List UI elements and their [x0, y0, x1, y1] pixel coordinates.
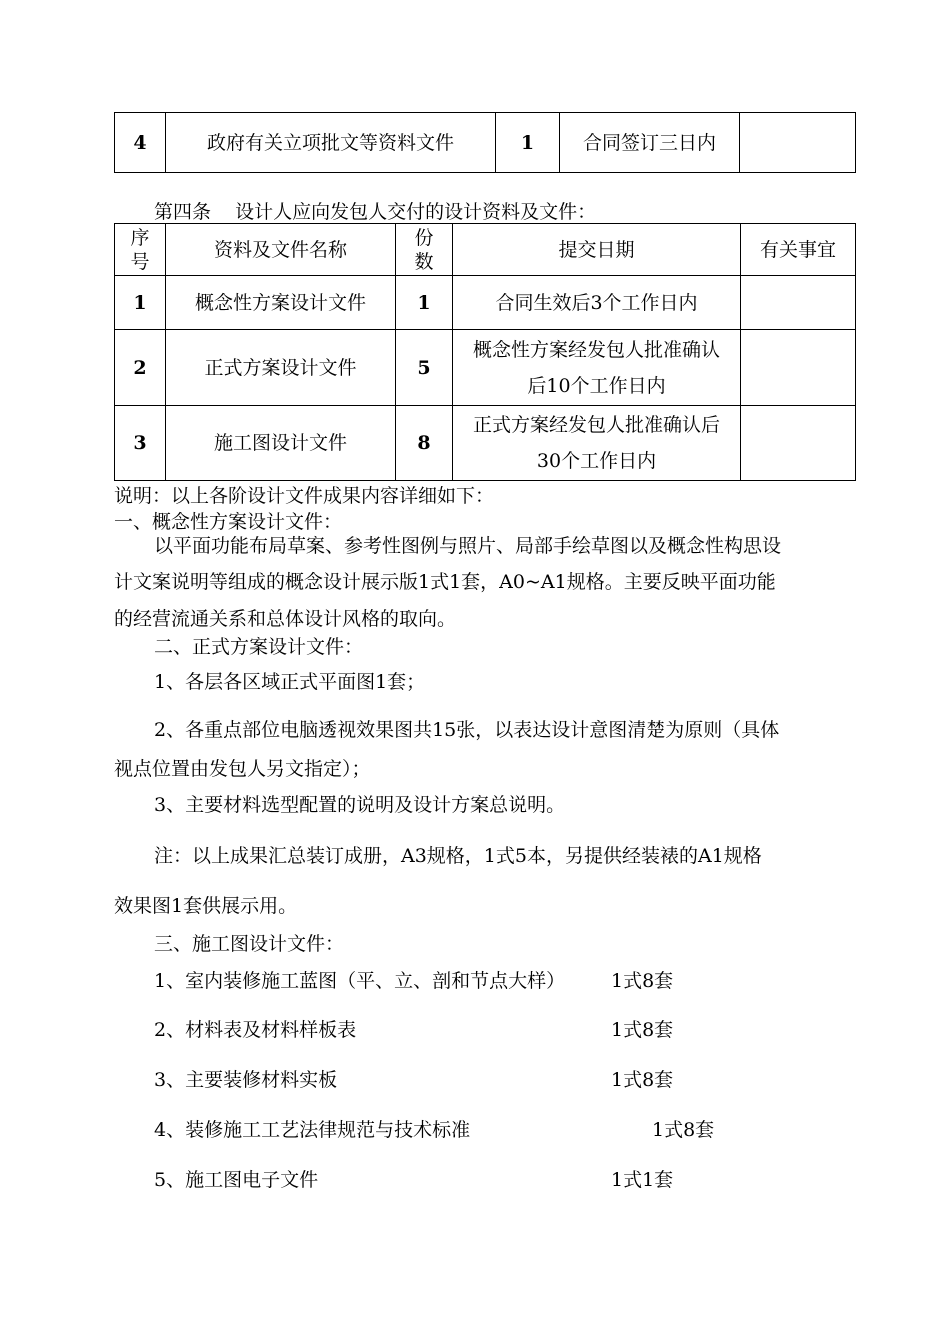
- cell-name: 施工图设计文件: [166, 406, 396, 481]
- section3-title: 三、施工图设计文件：: [154, 933, 345, 955]
- header-copies-line1: 份: [414, 226, 434, 249]
- section3-item-label: 3、主要装修材料实板: [154, 1069, 338, 1091]
- cell-note: [741, 330, 856, 406]
- section1-paragraph-line1: 以平面功能布局草案、参考性图例与照片、局部手绘草图以及概念性构思设: [154, 535, 782, 557]
- section2-item3: 3、主要材料选型配置的说明及设计方案总说明。: [154, 794, 566, 816]
- cell-no: 1: [115, 276, 166, 330]
- cell-date: 合同签订三日内: [560, 113, 740, 173]
- cell-date: [453, 406, 741, 481]
- section1-paragraph-line2: 计文案说明等组成的概念设计展示版1式1套，A0~A1规格。主要反映平面功能: [114, 571, 776, 593]
- section3-item-qty: 1式8套: [611, 1069, 674, 1091]
- article4-heading: 第四条 设计人应向发包人交付的设计资料及文件：: [154, 201, 597, 223]
- section1-paragraph-line3: 的经营流通关系和总体设计风格的取向。: [114, 608, 457, 630]
- section3-item-label: 1、室内装修施工蓝图（平、立、剖和节点大样）: [154, 970, 566, 992]
- table-deliverables: [114, 223, 856, 481]
- header-copies: [396, 224, 453, 276]
- header-no: [115, 224, 166, 276]
- section2-item1: 1、各层各区域正式平面图1套；: [154, 671, 426, 693]
- note-line2: 效果图1套供展示用。: [114, 895, 298, 917]
- header-name: 资料及文件名称: [166, 224, 396, 276]
- header-date: 提交日期: [453, 224, 741, 276]
- table-row: [115, 276, 856, 330]
- cell-no: 4: [115, 113, 166, 173]
- cell-date: [453, 330, 741, 406]
- table-row: [115, 330, 856, 406]
- cell-copies: 1: [396, 276, 453, 330]
- header-note: 有关事宜: [741, 224, 856, 276]
- header-copies-line2: 数: [414, 250, 434, 273]
- table-row: [115, 113, 856, 173]
- cell-no: 3: [115, 406, 166, 481]
- section3-item-label: 2、材料表及材料样板表: [154, 1019, 357, 1041]
- section3-item-label: 4、装修施工工艺法律规范与技术标准: [154, 1119, 471, 1141]
- section3-item-qty: 1式8套: [611, 970, 674, 992]
- note-line1: 注：以上成果汇总装订成册，A3规格，1式5本，另提供经装裱的A1规格: [154, 845, 762, 867]
- header-no-line2: 号: [130, 250, 150, 273]
- cell-date: 合同生效后3个工作日内: [453, 276, 741, 330]
- explanation: 说明：以上各阶设计文件成果内容详细如下：: [114, 485, 495, 507]
- cell-name: 正式方案设计文件: [166, 330, 396, 406]
- cell-note: [741, 406, 856, 481]
- date-line2: 30个工作日内: [536, 450, 657, 472]
- cell-copies: 8: [396, 406, 453, 481]
- section2-title: 二、正式方案设计文件：: [154, 636, 364, 658]
- cell-name: 概念性方案设计文件: [166, 276, 396, 330]
- cell-copies: 5: [396, 330, 453, 406]
- cell-name: 政府有关立项批文等资料文件: [166, 113, 496, 173]
- date-line1: 概念性方案经发包人批准确认: [472, 338, 720, 361]
- header-no-line1: 序: [130, 226, 150, 249]
- cell-copies: 1: [496, 113, 560, 173]
- cell-note: [740, 113, 856, 173]
- section3-item-qty: 1式1套: [611, 1169, 674, 1191]
- section3-item-qty: 1式8套: [652, 1119, 715, 1141]
- table-header-row: [115, 224, 856, 276]
- table-previous-docs: [114, 112, 856, 173]
- section3-item-label: 5、施工图电子文件: [154, 1169, 319, 1191]
- date-line2: 后10个工作日内: [527, 374, 666, 397]
- section2-item2-line1: 2、各重点部位电脑透视效果图共15张，以表达设计意图清楚为原则（具体: [154, 719, 780, 741]
- section2-item2-line2: 视点位置由发包人另文指定）；: [114, 758, 371, 780]
- cell-no: 2: [115, 330, 166, 406]
- cell-note: [741, 276, 856, 330]
- table-row: [115, 406, 856, 481]
- section1-title: 一、概念性方案设计文件：: [114, 511, 343, 533]
- section3-item-qty: 1式8套: [611, 1019, 674, 1041]
- date-line1: 正式方案经发包人批准确认后: [472, 414, 720, 436]
